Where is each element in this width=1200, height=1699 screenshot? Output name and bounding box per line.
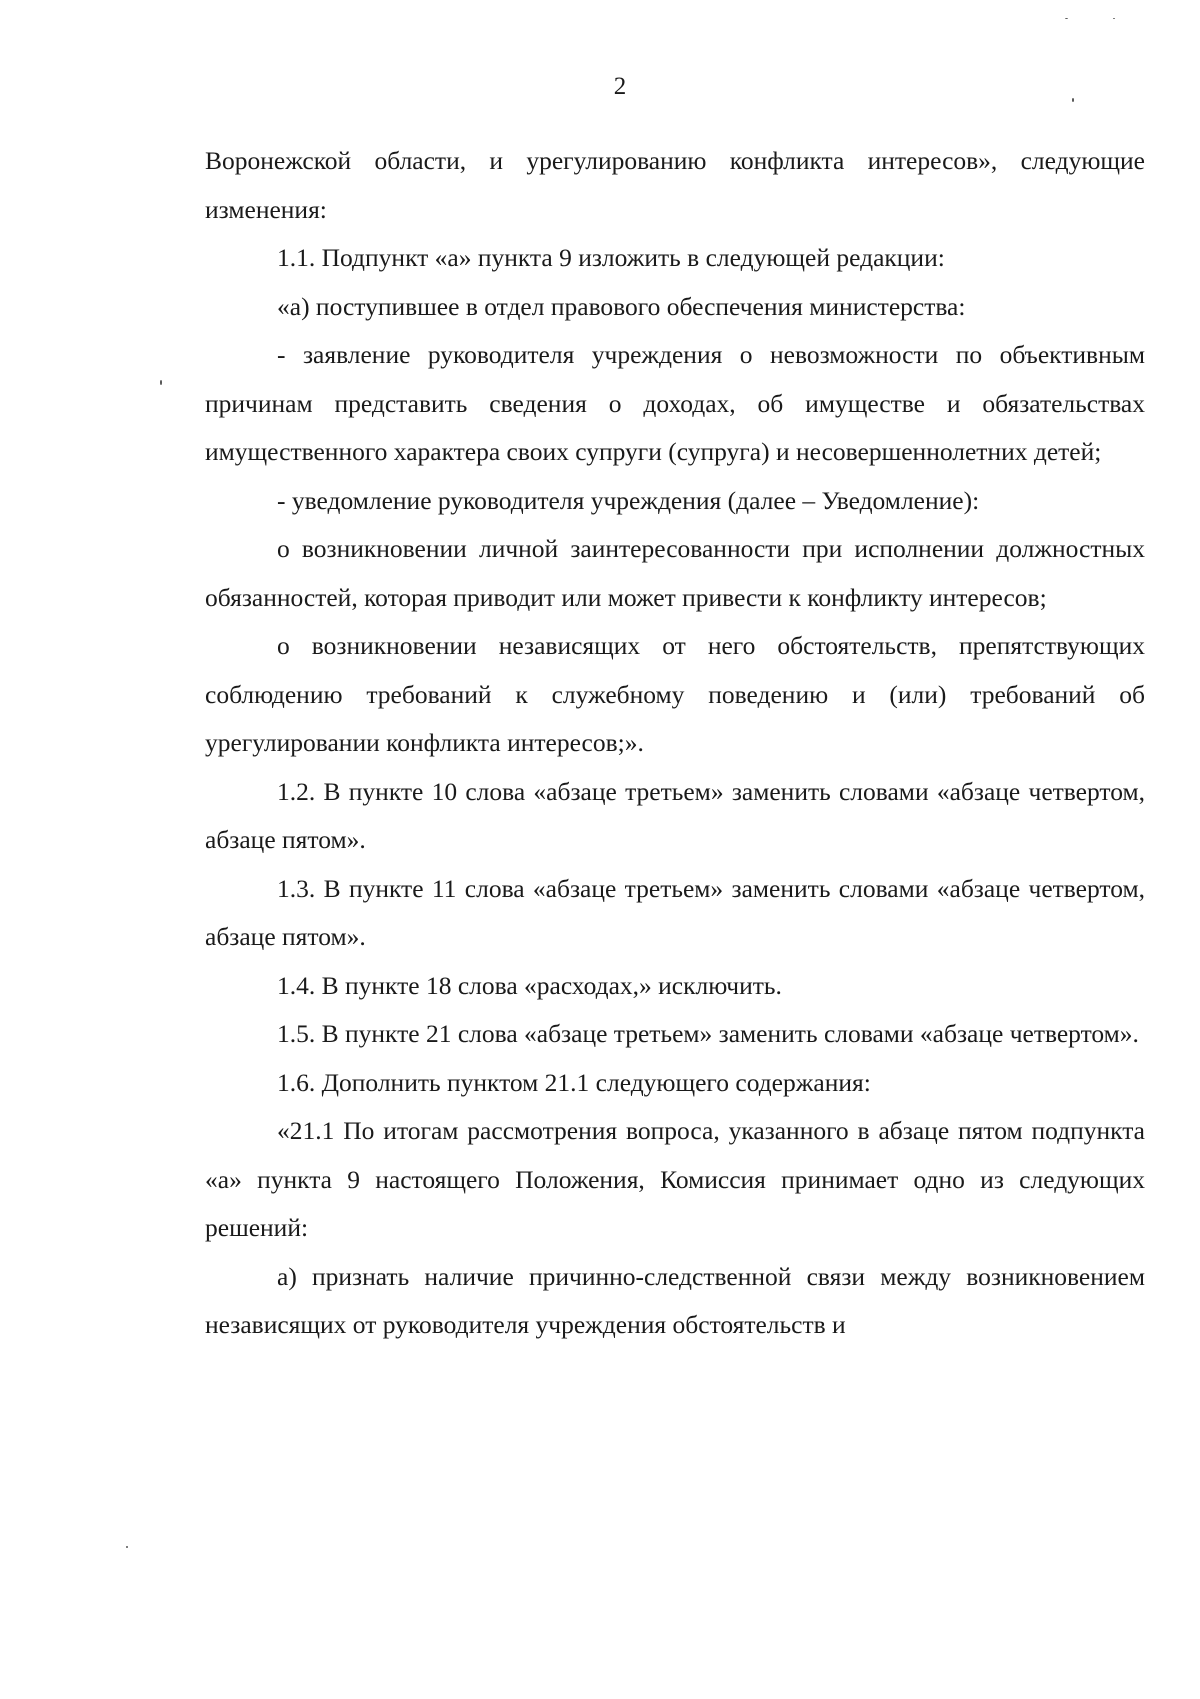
paragraph-item-1-3: 1.3. В пункте 11 слова «абзаце третьем» заменить словами «абзаце четвертом, абзаце пятом». xyxy=(205,873,1145,951)
paragraph-personal-interest: о возникновении личной заинтересованности при исполнении должностных обязанностей, которая приводит или может привести к конфликту интересов; xyxy=(205,534,1145,612)
paragraph-item-1-1: 1.1. Подпункт «а» пункта 9 изложить в следующей редакции: xyxy=(277,243,945,272)
scan-speck xyxy=(1113,18,1115,19)
paragraph-item-21-1: «21.1 По итогам рассмотрения вопроса, указанного в абзаце пятом подпункта «а» пункта 9 настоящего Положения, Комиссия принимает одно из следующих решений: xyxy=(205,1116,1145,1242)
scan-speck xyxy=(126,1546,128,1548)
paragraph-item-1-5: 1.5. В пункте 21 слова «абзаце третьем» заменить словами «абзаце четвертом». xyxy=(277,1019,1139,1048)
paragraph-item-1-4: 1.4. В пункте 18 слова «расходах,» исключить. xyxy=(277,970,782,1000)
scan-speck xyxy=(160,380,162,385)
paragraph-item-1-2: 1.2. В пункте 10 слова «абзаце третьем» заменить словами «абзаце четвертом, абзаце пятом». xyxy=(205,776,1145,854)
paragraph-dash-notification: - уведомление руководителя учреждения (далее – Уведомление): xyxy=(277,485,980,515)
paragraph-subitem-a: «а) поступившее в отдел правового обеспечения министерства: xyxy=(277,291,966,321)
scan-speck xyxy=(1065,18,1068,19)
paragraph-item-1-6: 1.6. Дополнить пунктом 21.1 следующего содержания: xyxy=(277,1067,871,1097)
page-number: 2 xyxy=(613,73,627,100)
paragraph-continuation: Воронежской области, и урегулированию конфликта интересов», следующие изменения: xyxy=(205,146,1145,224)
paragraph-independent-circumstances: о возникновении независящих от него обстоятельств, препятствующих соблюдению требований к служебному поведению и (или) требований об урегулировании конфликта интересов;». xyxy=(205,631,1145,757)
paragraph-dash-statement: - заявление руководителя учреждения о невозможности по объективным причинам представить сведения о доходах, об имуществе и обязательствах имущественного характера своих супруги (супруга) и несовершеннолетних детей; xyxy=(205,340,1145,466)
scan-speck xyxy=(1072,98,1074,102)
document-body xyxy=(205,137,1145,1350)
paragraph-decision-a: а) признать наличие причинно-следственной связи между возникновением независящих от руководителя учреждения обстоятельств и xyxy=(205,1261,1145,1339)
